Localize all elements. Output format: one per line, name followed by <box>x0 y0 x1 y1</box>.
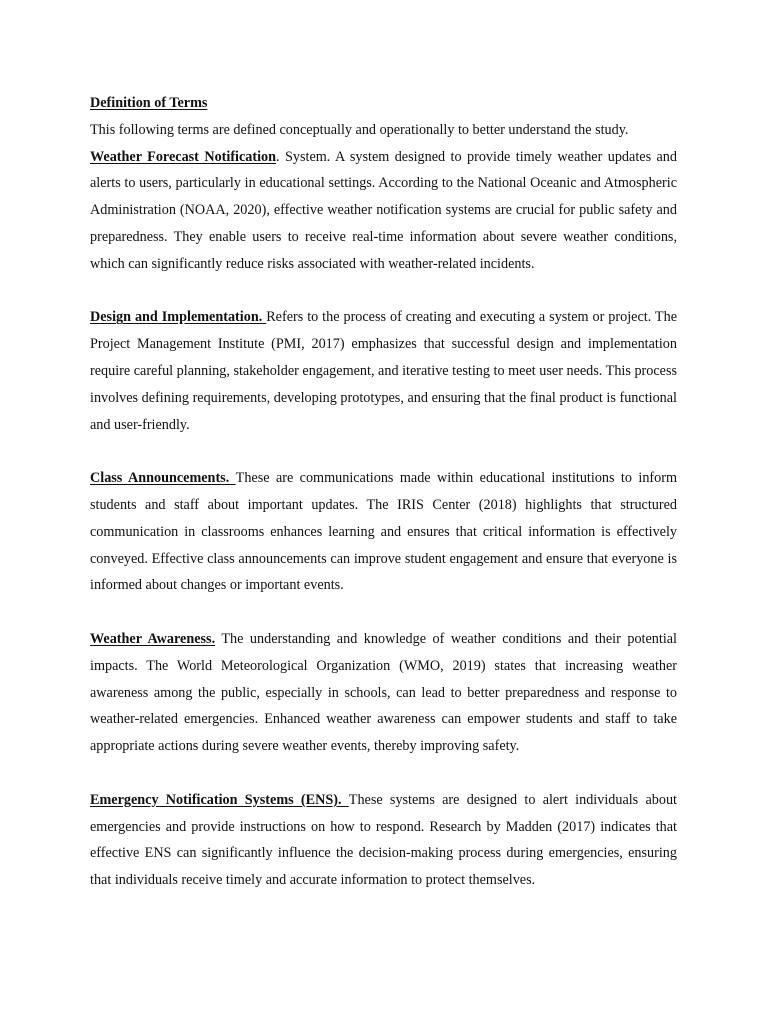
definition-weather-awareness <box>90 626 677 760</box>
definition-text: These systems are designed to alert individuals about emergencies and provide instructions on how to respond. Research by Madden (2017) indicates that effective ENS can significantly influence the decision-making process during emergencies, ensuring that individuals receive timely and accurate information to protect themselves. <box>90 791 677 889</box>
definition-class-announcements <box>90 465 677 599</box>
definition-text: The understanding and knowledge of weather conditions and their potential impacts. The World Meteorological Organization (WMO, 2019) states that increasing weather awareness among the public, especially in schools, can lead to better preparedness and response to weather-related emergencies. Enhanced weather awareness can empower students and staff to take appropriate actions during severe weather events, thereby improving safety. <box>90 630 677 755</box>
definition-text: These are communications made within educational institutions to inform students and staff about important updates. The IRIS Center (2018) highlights that structured communication in classrooms enhances learning and ensures that critical information is effectively conveyed. Effective class announcements can improve student engagement and ensure that everyone is informed about changes or important events. <box>90 470 677 594</box>
definition-text: . System. A system designed to provide timely weather updates and alerts to users, particularly in educational settings. According to the National Oceanic and Atmospheric Administration (NOAA, 2020), effective weather notification systems are crucial for public safety and preparedness. They enable users to receive real-time information about severe weather conditions, which can significantly reduce risks associated with weather-related incidents. <box>90 148 677 272</box>
definition-text: Refers to the process of creating and executing a system or project. The Project Management Institute (PMI, 2017) emphasizes that successful design and implementation require careful planning, stakeholder engagement, and iterative testing to meet user needs. This process involves defining requirements, developing prototypes, and ensuring that the final product is functional and user-friendly. <box>90 309 677 433</box>
term-label: Emergency Notification Systems (ENS). <box>90 791 349 808</box>
definition-weather-forecast-notification <box>90 144 677 278</box>
term-label: Weather Awareness. <box>90 630 216 647</box>
term-label: Class Announcements. <box>90 470 236 487</box>
definition-design-and-implementation <box>90 304 677 438</box>
definition-emergency-notification-systems <box>90 787 677 894</box>
document-page <box>90 90 677 894</box>
term-label: Weather Forecast Notification <box>90 148 277 165</box>
section-heading: Definition of Terms <box>90 95 208 111</box>
term-label: Design and Implementation. <box>90 309 267 326</box>
intro-paragraph: This following terms are defined conceptually and operationally to better understand the study. <box>90 121 629 138</box>
